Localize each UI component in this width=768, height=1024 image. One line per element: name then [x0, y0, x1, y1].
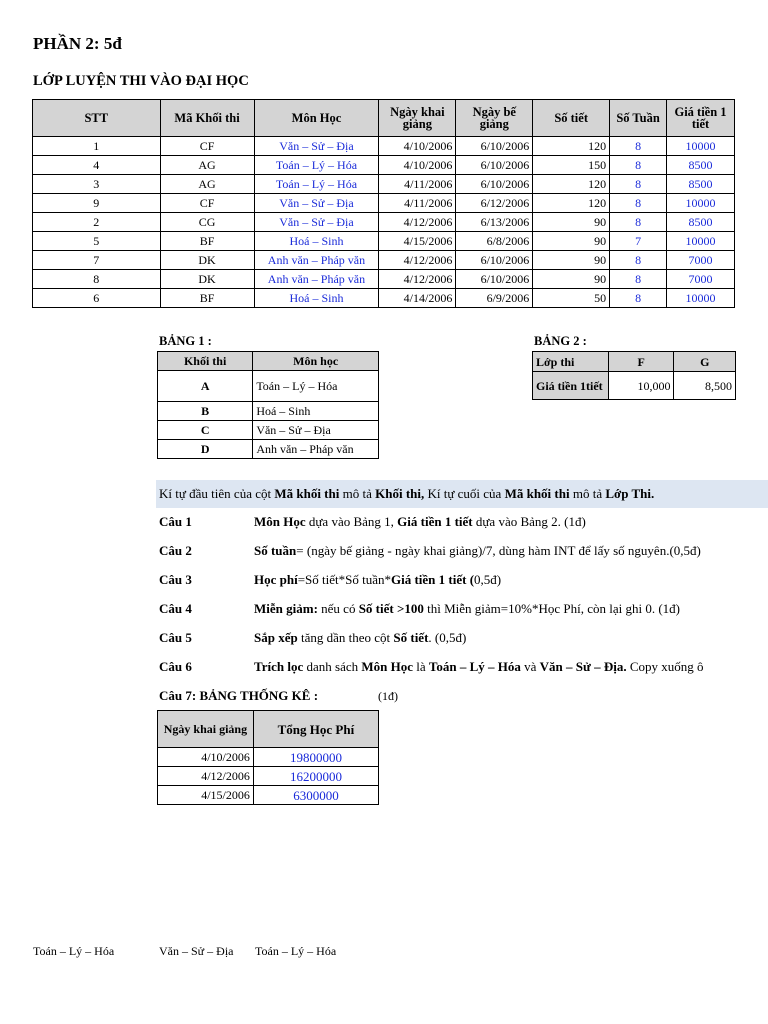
bang1-label: BẢNG 1 : [159, 334, 212, 348]
table-row [158, 421, 379, 440]
note-text: Kí tự đầu tiên của cột [159, 486, 275, 501]
table-cell: 7 [610, 232, 667, 251]
table-cell: Văn – Sử – Địa [254, 213, 379, 232]
table-cell: 120 [533, 194, 610, 213]
table-cell: Anh văn – Pháp văn [254, 270, 379, 289]
table-cell: A [158, 371, 253, 402]
page-title: PHẦN 2: 5đ [33, 34, 122, 53]
table-cell: 6/10/2006 [456, 156, 533, 175]
table-cell: 4/12/2006 [379, 270, 456, 289]
table-row [158, 748, 379, 767]
table-cell: CG [160, 213, 254, 232]
note-text: mô tả [339, 486, 376, 501]
bang2-table [532, 351, 736, 400]
table-cell: AG [160, 175, 254, 194]
q-bold: Số tiết >100 [358, 601, 424, 616]
table-row [33, 137, 735, 156]
table-cell: 10000 [667, 289, 735, 308]
column-header: STT [33, 100, 161, 137]
q-bold: Văn – Sử – Địa. [539, 659, 627, 674]
column-header: Mã Khối thi [160, 100, 254, 137]
q-text: . (0,5đ) [428, 630, 467, 645]
table-cell: 19800000 [253, 748, 378, 767]
table-cell: Hoá – Sinh [254, 289, 379, 308]
table-cell: 6/10/2006 [456, 137, 533, 156]
table-cell: 7 [33, 251, 161, 270]
column-header: Môn Học [254, 100, 379, 137]
table-cell: AG [160, 156, 254, 175]
table-cell: 6/10/2006 [456, 251, 533, 270]
table-row [33, 175, 735, 194]
q-text: Copy xuống ô [626, 659, 704, 674]
table-cell: 8 [33, 270, 161, 289]
table-header-row [158, 352, 379, 371]
table-cell: 4/12/2006 [379, 213, 456, 232]
note-text: mô tả [569, 486, 606, 501]
table-cell: 4/10/2006 [379, 156, 456, 175]
column-header: Số tiết [533, 100, 610, 137]
question-number: Câu 4 [159, 601, 192, 616]
table-cell: 16200000 [253, 767, 378, 786]
table-cell: 6/10/2006 [456, 175, 533, 194]
table-cell: 4/14/2006 [379, 289, 456, 308]
q-text: tăng dần theo cột [297, 630, 394, 645]
table-cell: 90 [533, 251, 610, 270]
table-cell: 7000 [667, 270, 735, 289]
table-cell: 6/13/2006 [456, 213, 533, 232]
table-cell: 6/12/2006 [456, 194, 533, 213]
q-text: là [413, 659, 429, 674]
table-cell: 6/8/2006 [456, 232, 533, 251]
table-cell: 10000 [667, 232, 735, 251]
table-cell: 3 [33, 175, 161, 194]
table-cell: CF [160, 194, 254, 213]
table-row [33, 289, 735, 308]
course-table [32, 99, 735, 308]
column-header: Môn học [253, 352, 379, 371]
table-cell: Văn – Sử – Địa [253, 421, 379, 440]
footer-item: Văn – Sử – Địa [159, 944, 234, 958]
table-cell: Toán – Lý – Hóa [253, 371, 379, 402]
table-cell: 8 [610, 289, 667, 308]
q-bold: Trích lọc [254, 659, 304, 674]
question-text [254, 601, 680, 617]
column-header: Số Tuần [610, 100, 667, 137]
table-cell: Hoá – Sinh [253, 402, 379, 421]
column-header: Khối thi [158, 352, 253, 371]
table-row [533, 372, 736, 400]
table-cell: 8 [610, 194, 667, 213]
table-row [33, 251, 735, 270]
table-cell: B [158, 402, 253, 421]
q-bold: Môn Học [361, 659, 413, 674]
question-number: Câu 5 [159, 630, 192, 645]
table-cell: BF [160, 232, 254, 251]
table-row [158, 402, 379, 421]
table-cell: 10,000 [608, 372, 674, 400]
q-bold: Học phí [254, 572, 298, 587]
table-cell: 4/11/2006 [379, 194, 456, 213]
note-bold: Mã khối thi [274, 486, 340, 501]
q-text: =Số tiết*Số tuần* [297, 572, 391, 587]
table-cell: 4/12/2006 [158, 767, 254, 786]
q-text: 0,5đ) [474, 572, 502, 587]
q-bold: Toán – Lý – Hóa [428, 659, 521, 674]
note-band [156, 480, 768, 508]
table-cell: 4 [33, 156, 161, 175]
table-cell: 4/10/2006 [158, 748, 254, 767]
question-text [254, 572, 501, 588]
table-cell: 8500 [667, 175, 735, 194]
question-text [254, 630, 466, 646]
table-cell: 8 [610, 213, 667, 232]
table-header-row [158, 711, 379, 748]
table-row [33, 232, 735, 251]
q-text: và [520, 659, 540, 674]
table-cell: 90 [533, 232, 610, 251]
table-cell: 2 [33, 213, 161, 232]
table-cell: 4/11/2006 [379, 175, 456, 194]
table-cell: Toán – Lý – Hóa [254, 156, 379, 175]
table-cell: 7000 [667, 251, 735, 270]
table-cell: BF [160, 289, 254, 308]
table-row [158, 786, 379, 805]
table-cell: 120 [533, 137, 610, 156]
table-cell: Hoá – Sinh [254, 232, 379, 251]
q-text: dựa vào Bảng 1, [305, 514, 398, 529]
q-text: dựa vào Bảng 2. (1đ) [472, 514, 586, 529]
table-cell: Toán – Lý – Hóa [254, 175, 379, 194]
question-number: Câu 2 [159, 543, 192, 558]
table-row [158, 371, 379, 402]
table-cell: 8500 [667, 213, 735, 232]
table-row [33, 213, 735, 232]
table-row [33, 194, 735, 213]
table-row [158, 440, 379, 459]
question-number: Câu 7: BẢNG THỐNG KÊ : [159, 688, 319, 703]
table-cell: 8 [610, 251, 667, 270]
table-cell: DK [160, 251, 254, 270]
question-text [254, 659, 704, 675]
column-header: Ngày khai giảng [158, 711, 254, 748]
table-cell: Lớp thi [533, 352, 609, 372]
table-cell: Anh văn – Pháp văn [253, 440, 379, 459]
q-bold: Số tuần [254, 543, 297, 558]
question-text [254, 514, 586, 530]
table-cell: 8 [610, 175, 667, 194]
table-cell: 10000 [667, 137, 735, 156]
q-text: thì Miễn giảm=10%*Học Phí, còn lại ghi 0. (1đ) [423, 601, 680, 616]
table-cell: 150 [533, 156, 610, 175]
table-cell: 120 [533, 175, 610, 194]
stats-table [157, 710, 379, 805]
question-text [254, 543, 701, 559]
table-cell: 4/15/2006 [379, 232, 456, 251]
section-title: LỚP LUYỆN THI VÀO ĐẠI HỌC [33, 73, 249, 89]
table-cell: 90 [533, 213, 610, 232]
table-cell: DK [160, 270, 254, 289]
table-cell: D [158, 440, 253, 459]
table-row [533, 352, 736, 372]
table-cell: 8 [610, 156, 667, 175]
table-cell: C [158, 421, 253, 440]
q-bold: Giá tiền 1 tiết ( [391, 572, 475, 587]
note-text: Kí tự cuối của [424, 486, 505, 501]
footer-item: Toán – Lý – Hóa [33, 944, 115, 958]
table-cell: 5 [33, 232, 161, 251]
table-cell: 4/10/2006 [379, 137, 456, 156]
table-cell: 6 [33, 289, 161, 308]
q-bold: Giá tiền 1 tiết [397, 514, 473, 529]
bang2-label: BẢNG 2 : [534, 334, 587, 348]
table-cell: 9 [33, 194, 161, 213]
table-cell: 6/9/2006 [456, 289, 533, 308]
q-bold: Miễn giảm: [254, 601, 318, 616]
question-points: (1đ) [378, 689, 398, 703]
table-cell: Giá tiền 1tiết [533, 372, 609, 400]
column-header: Giá tiền 1 tiết [667, 100, 735, 137]
table-row [33, 270, 735, 289]
bang1-table [157, 351, 379, 459]
table-cell: 4/12/2006 [379, 251, 456, 270]
table-cell: 4/15/2006 [158, 786, 254, 805]
table-cell: 50 [533, 289, 610, 308]
q-bold: Môn Học [254, 514, 306, 529]
q-text: danh sách [303, 659, 362, 674]
q-text: = (ngày bế giảng - ngày khai giảng)/7, dùng hàm INT để lấy số nguyên.(0,5đ) [296, 543, 701, 558]
table-cell: Anh văn – Pháp văn [254, 251, 379, 270]
note-bold: Lớp Thi. [605, 486, 655, 501]
table-cell: 10000 [667, 194, 735, 213]
note-bold: Mã khối thi [504, 486, 570, 501]
table-cell: CF [160, 137, 254, 156]
footer-item: Toán – Lý – Hóa [255, 944, 337, 958]
question-number: Câu 6 [159, 659, 192, 674]
table-cell: F [608, 352, 674, 372]
table-cell: 90 [533, 270, 610, 289]
column-header: Ngày khai giảng [379, 100, 456, 137]
table-cell: 8500 [667, 156, 735, 175]
column-header: Ngày bế giảng [456, 100, 533, 137]
question-number: Câu 1 [159, 514, 192, 529]
table-cell: 8 [610, 137, 667, 156]
table-cell: Văn – Sử – Địa [254, 137, 379, 156]
table-cell: 1 [33, 137, 161, 156]
table-header-row [33, 100, 735, 137]
table-cell: 8 [610, 270, 667, 289]
column-header: Tổng Học Phí [253, 711, 378, 748]
table-cell: 8,500 [674, 372, 736, 400]
table-cell: Văn – Sử – Địa [254, 194, 379, 213]
q-bold: Sắp xếp [254, 630, 298, 645]
question-number: Câu 3 [159, 572, 192, 587]
table-row [158, 767, 379, 786]
table-row [33, 156, 735, 175]
q-bold: Số tiết [393, 630, 429, 645]
note-bold: Khối thi, [375, 486, 425, 501]
q-text: nếu có [317, 601, 359, 616]
table-cell: 6300000 [253, 786, 378, 805]
table-cell: G [674, 352, 736, 372]
table-cell: 6/10/2006 [456, 270, 533, 289]
